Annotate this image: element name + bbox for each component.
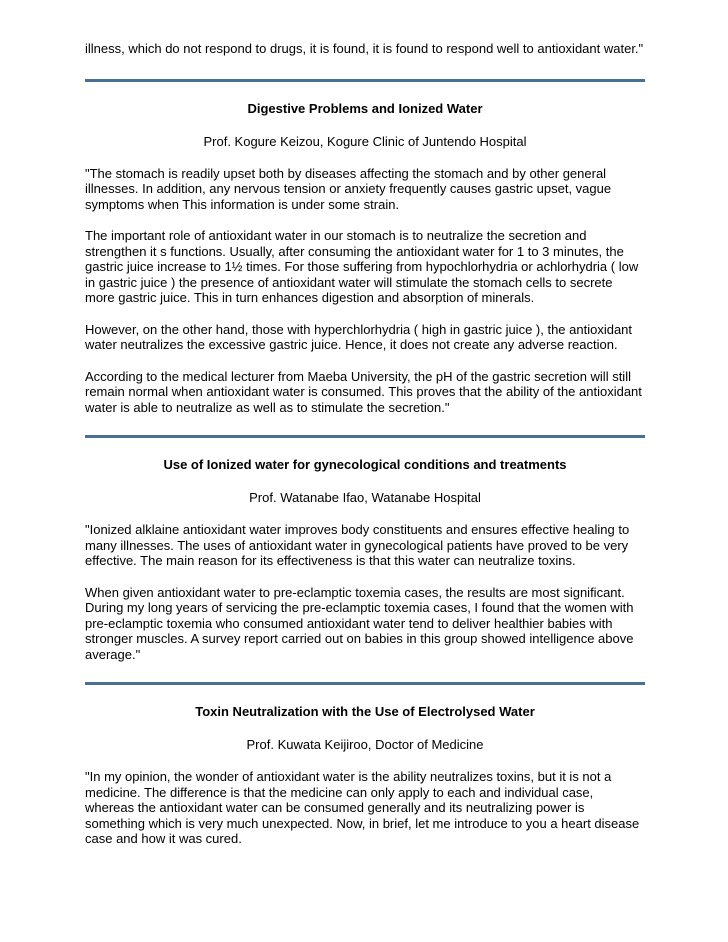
section-divider	[85, 435, 645, 438]
paragraph: "The stomach is readily upset both by diseases affecting the stomach and by other general illnesses. In addition, any nervous tension or anxiety frequently causes gastric upset, vague symptoms when This information is under some strain.	[85, 165, 612, 212]
paragraph: "In my opinion, the wonder of antioxidant water is the ability neutralizes toxins, but it is not a medicine. The difference is that the medicine can only apply to each and individual case, whereas the antioxidant water can be consumed generally and its neutralizing power is something which is very much unexpected. Now, in brief, let me introduce to you a heart disease case and how it was cured.	[85, 769, 640, 846]
section-toxin	[85, 704, 645, 847]
paragraph: When given antioxidant water to pre-eclamptic toxemia cases, the results are most significant. During my long years of servicing the pre-eclamptic toxemia cases, I found that the women with pre-eclamptic toxemia who consumed antioxidant water tend to deliver healthier babies with stronger muscles. A survey report carried out on babies in this group showed intelligence above average."	[85, 584, 634, 662]
document-page	[85, 41, 645, 863]
paragraph: "Ionized alklaine antioxidant water improves body constituents and ensures effective healing to many illnesses. The uses of antioxidant water in gynecological patients have proved to be very effective. The main reason for its effectiveness is that this water can neutralize toxins.	[85, 522, 630, 568]
section-digestive	[85, 101, 645, 416]
section-title: Digestive Problems and Ionized Water	[247, 100, 483, 116]
intro-paragraph: illness, which do not respond to drugs, it is found, it is found to respond well to antioxidant water."	[85, 41, 644, 56]
section-author: Prof. Kogure Keizou, Kogure Clinic of Juntendo Hospital	[203, 133, 527, 149]
paragraph: The important role of antioxidant water in our stomach is to neutralize the secretion and strengthen it s functions. Usually, after consuming the antioxidant water for 1 to 3 minutes, the gastric juice increase to 1½ times. For those suffering from hypochlorhydria or achlorhydria ( low in gastric juice ) the presence of antioxidant water will stimulate the stomach cells to secrete more gastric juice. This in turn enhances digestion and absorption of minerals.	[85, 228, 639, 305]
section-gynecological	[85, 457, 645, 662]
paragraph: According to the medical lecturer from Maeba University, the pH of the gastric secretion will still remain normal when antioxidant water is consumed. This proves that the ability of the antioxidant water is able to neutralize as well as to stimulate the secretion."	[85, 368, 642, 415]
section-title: Toxin Neutralization with the Use of Electrolysed Water	[195, 704, 535, 719]
section-author: Prof. Kuwata Keijiroo, Doctor of Medicine	[246, 737, 484, 752]
paragraph: However, on the other hand, those with hyperchlorhydria ( high in gastric juice ), the antioxidant water neutralizes the excessive gastric juice. Hence, it does not create any adverse reaction.	[85, 321, 633, 352]
section-author: Prof. Watanabe Ifao, Watanabe Hospital	[249, 490, 481, 505]
section-title: Use of Ionized water for gynecological conditions and treatments	[163, 457, 567, 472]
section-divider	[85, 682, 645, 685]
section-divider	[85, 79, 645, 82]
